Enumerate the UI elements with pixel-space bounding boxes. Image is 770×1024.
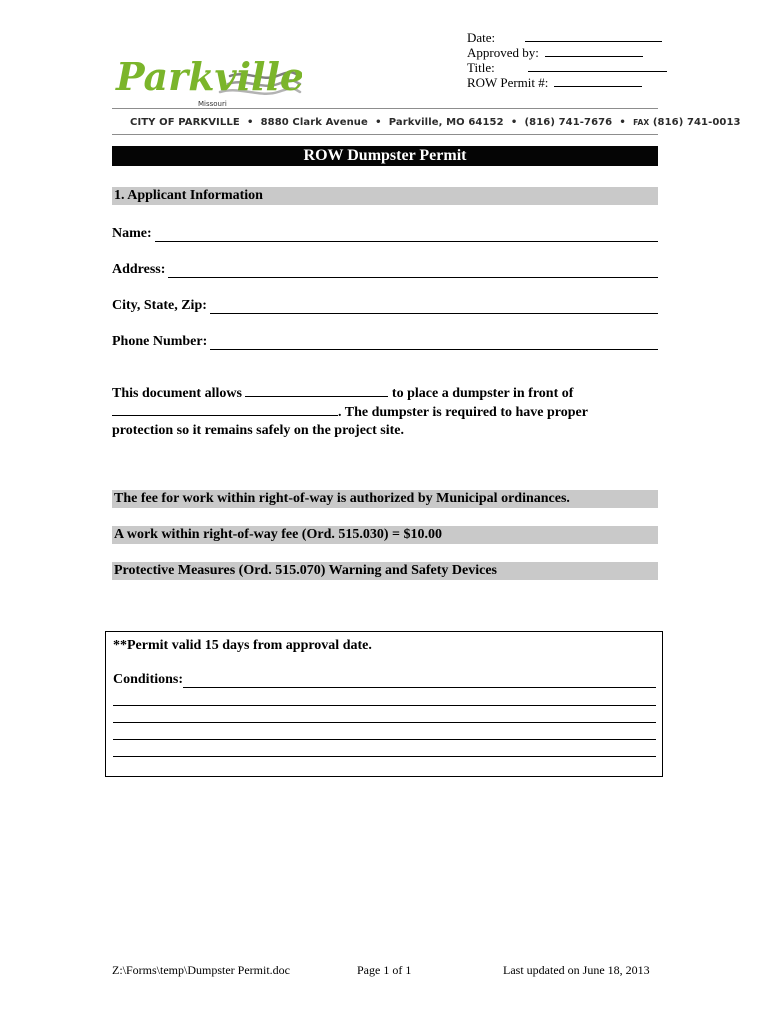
letterhead-bottom-rule <box>112 134 658 135</box>
letterhead-text <box>130 117 741 128</box>
logo-wordmark: Parkville <box>116 54 302 99</box>
fee-amount-header: A work within right-of-way fee (Ord. 515.030) = $10.00 <box>112 526 658 544</box>
fax-label: FAX <box>633 118 650 127</box>
conditions-line-4[interactable] <box>113 739 656 740</box>
fee-authorized-header: The fee for work within right-of-way is authorized by Municipal ordinances. <box>112 490 658 508</box>
approved-by-label: Approved by: <box>467 45 539 60</box>
permit-valid-note: **Permit valid 15 days from approval date. <box>113 638 372 653</box>
allows-text-1: This document allows <box>112 386 242 401</box>
city-state-zip: Parkville, MO 64152 <box>388 117 504 128</box>
permittee-blank[interactable] <box>245 384 388 397</box>
conditions-field[interactable] <box>113 672 656 688</box>
parkville-logo <box>112 46 302 112</box>
permission-line-1 <box>112 384 660 403</box>
letterhead-bar <box>112 108 741 138</box>
conditions-box <box>105 631 663 777</box>
separator-dot: • <box>619 117 626 128</box>
date-blank[interactable] <box>525 30 662 42</box>
name-label: Name: <box>112 226 152 241</box>
conditions-label: Conditions: <box>113 672 184 687</box>
conditions-line-5[interactable] <box>113 756 656 757</box>
form-title: ROW Dumpster Permit <box>112 146 658 166</box>
approved-by-blank[interactable] <box>545 45 643 57</box>
city-address: 8880 Clark Avenue <box>260 117 368 128</box>
city-state-zip-field[interactable] <box>112 294 658 314</box>
separator-dot: • <box>246 117 254 128</box>
address-field[interactable] <box>112 258 658 278</box>
date-label: Date: <box>467 30 496 45</box>
address-input-line[interactable] <box>168 263 658 278</box>
date-field[interactable] <box>467 30 662 45</box>
city-state-zip-label: City, State, Zip: <box>112 298 207 313</box>
letterhead-top-rule <box>112 108 658 109</box>
city-phone: (816) 741-7676 <box>524 117 613 128</box>
row-permit-field[interactable] <box>467 75 642 90</box>
approved-by-field[interactable] <box>467 45 643 60</box>
row-permit-label: ROW Permit #: <box>467 75 549 90</box>
name-field[interactable] <box>112 222 658 242</box>
permission-line-3: protection so it remains safely on the project site. <box>112 423 405 438</box>
phone-input-line[interactable] <box>210 335 658 350</box>
allows-text-3: . The dumpster is required to have proper <box>338 405 588 420</box>
city-state-zip-input-line[interactable] <box>210 299 658 314</box>
location-blank[interactable] <box>112 403 338 416</box>
permission-line-2 <box>112 403 660 422</box>
city-name: CITY OF PARKVILLE <box>130 117 240 128</box>
name-input-line[interactable] <box>155 227 658 242</box>
permission-paragraph <box>112 384 660 440</box>
phone-field[interactable] <box>112 330 658 350</box>
title-blank[interactable] <box>528 60 667 72</box>
parkville-logo-graphic <box>112 46 302 112</box>
separator-dot: • <box>510 117 518 128</box>
conditions-line-2[interactable] <box>113 705 656 706</box>
conditions-line-1[interactable] <box>183 673 656 688</box>
title-label: Title: <box>467 60 495 75</box>
title-field[interactable] <box>467 60 667 75</box>
footer-last-updated: Last updated on June 18, 2013 <box>503 963 650 977</box>
city-fax: (816) 741-0013 <box>652 117 741 128</box>
logo-subtext: Missouri <box>198 100 227 108</box>
protective-measures-header: Protective Measures (Ord. 515.070) Warning and Safety Devices <box>112 562 658 580</box>
separator-dot: • <box>375 117 382 128</box>
section-applicant-header: 1. Applicant Information <box>112 187 658 205</box>
allows-text-2: to place a dumpster in front of <box>391 386 574 401</box>
address-label: Address: <box>112 262 166 277</box>
phone-label: Phone Number: <box>112 334 208 349</box>
footer-page-number: Page 1 of 1 <box>357 963 412 977</box>
conditions-line-3[interactable] <box>113 722 656 723</box>
row-permit-blank[interactable] <box>554 75 642 87</box>
footer-file-path: Z:\Forms\temp\Dumpster Permit.doc <box>112 963 290 977</box>
